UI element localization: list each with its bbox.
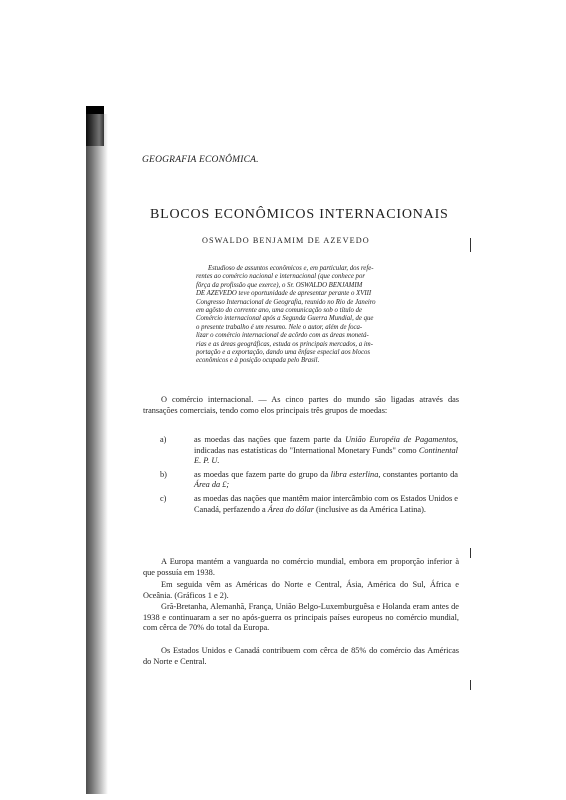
abstract-line: Estudioso de assuntos econômicos e, em particular, dos refe- (208, 265, 374, 272)
intro-paragraph (143, 395, 459, 416)
list-emphasis: libra esterlina (330, 469, 379, 479)
list-text: as moedas das nações que mantêm maior intercâmbio com os Estados Unidos e Canadá, perfazendo a (194, 493, 458, 514)
list-text: , constantes portanto da (378, 469, 458, 479)
body-paragraph: Os Estados Unidos e Canadá contribuem com cêrca de 85% do comércio das Américas do Norte e Central. (143, 646, 459, 666)
article-abstract (196, 265, 458, 366)
scan-edge-mark (470, 680, 471, 690)
article-author: OSWALDO BENJAMIM DE AZEVEDO (202, 236, 370, 245)
list-marker: a) (160, 435, 167, 444)
abstract-line: rias e as áreas geográficas, estuda os principais mercados, a im- (196, 340, 373, 348)
abstract-line: fôrça da profissão que exerce), o Sr. OSWALDO BENJAMIM (196, 281, 363, 289)
intro-text: — As cinco partes do mundo são ligadas através das transações comerciais, tendo como elos principais três grupos de moedas: (143, 395, 460, 415)
body-paragraph: A Europa mantém a vanguarda no comércio mundial, embora em proporção inferior à que possuía em 1938. (143, 557, 459, 577)
section-header: GEOGRAFIA ECONÔMICA. (142, 155, 259, 165)
currency-groups-list (158, 435, 458, 518)
list-emphasis: Área do dólar (267, 504, 314, 514)
abstract-line: rentes ao comércio nacional e internacional (que conhece por (196, 273, 365, 281)
list-item (158, 435, 458, 467)
list-marker: c) (160, 493, 167, 503)
list-item (158, 470, 458, 491)
list-emphasis: União Européia de Pagamentos (345, 435, 456, 444)
abstract-line: o presente trabalho é um resumo. Nele o autor, além de foca- (196, 323, 363, 331)
scan-binding-shadow (86, 114, 108, 794)
body-paragraph: Em seguida vêm as Américas do Norte e Central, Ásia, América do Sul, África e Oceânia. (Gráficos 1 e 2). (143, 580, 459, 600)
intro-lead: O comércio internacional. (161, 395, 254, 404)
list-text: as moedas das nações que fazem parte da (194, 435, 346, 444)
abstract-line: em agôsto do corrente ano, uma comunicação sob o título de (196, 307, 363, 315)
scan-edge-mark (470, 548, 471, 558)
scan-edge-mark (470, 238, 471, 252)
abstract-line: Comércio internacional após a Segunda Guerra Mundial, de que (196, 315, 374, 323)
article-title: BLOCOS ECONÔMICOS INTERNACIONAIS (150, 207, 449, 222)
body-paragraph: Grã-Bretanha, Alemanhã, França, União Belgo-Luxemburguêsa e Holanda eram antes de 1938 e continuaram a ser no após-guerra os principais países europeus no comércio mundial, com cêrca de 70% do total da Europa. (143, 602, 459, 633)
abstract-line: portação e a exportação, dando uma ênfase especial aos blocos (196, 349, 371, 357)
abstract-line: econômicos e à posição ocupada pelo Brasil. (196, 357, 320, 365)
abstract-line: Congresso Internacional de Geografia, reunido no Rio de Janeiro (196, 298, 376, 306)
list-emphasis: Continental E. P. U. (194, 445, 458, 466)
list-text: (inclusive as da América Latina). (313, 504, 426, 514)
list-item (158, 494, 458, 515)
list-emphasis: Área da £; (194, 480, 230, 490)
list-marker: b) (160, 469, 167, 479)
abstract-line: lizar o comércio internacional de acôrdo com as áreas monetá- (196, 332, 369, 340)
abstract-line: DE AZEVEDO teve oportunidade de apresentar perante o XVIII (196, 290, 372, 298)
list-text: as moedas que fazem parte do grupo da (194, 469, 331, 479)
list-text: , indicadas nas estatísticas do "International Monetary Funds" como (194, 435, 458, 455)
